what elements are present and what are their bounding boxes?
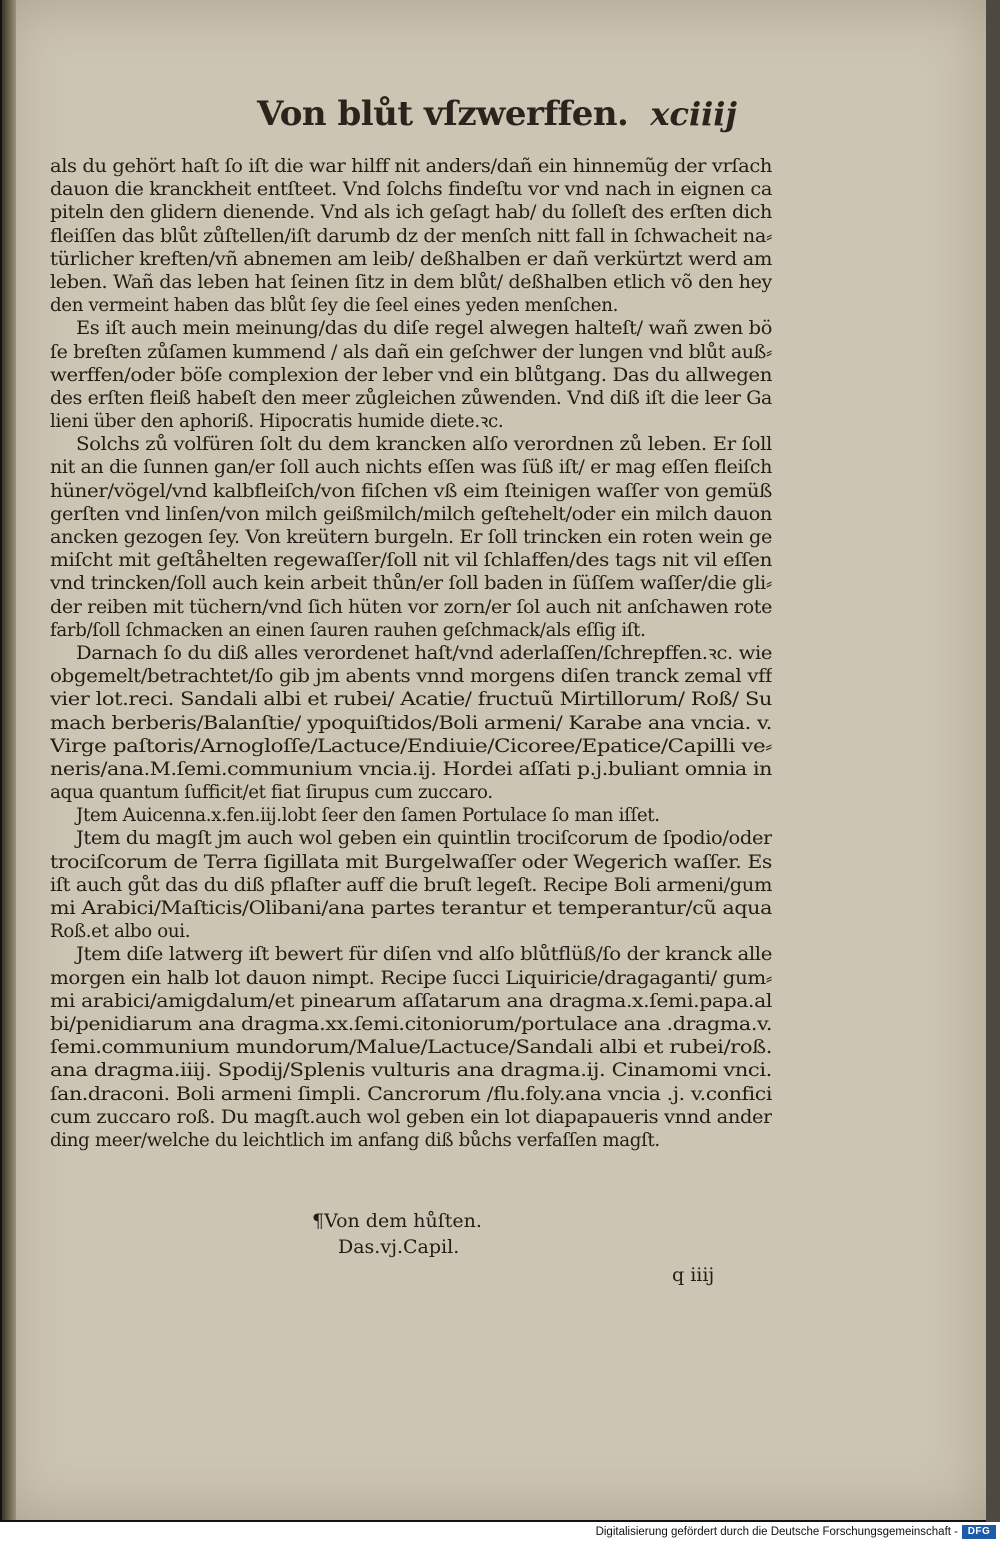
text-line: nit an die ſunnen gan/er ſoll auch nichts eſſen was ſüß iſt/ er mag eſſen fleiſch <box>50 457 772 479</box>
chapter-heading <box>312 1208 482 1260</box>
dfg-logo: DFG <box>962 1525 996 1539</box>
text-line: farb/ſoll ſchmacken an einen ſauren rauhen geſchmack/als eſſig iſt. <box>50 619 646 641</box>
text-line: vnd trincken/ſoll auch kein arbeit thůn/er ſoll baden in ſüſſem waſſer/die gli⸗ <box>50 573 772 595</box>
text-line: Darnach ſo du diß alles verordenet haſt/vnd aderlaſſen/ſchrepffen.ꝛc. wie <box>76 642 772 664</box>
text-line: cum zuccaro roß. Du magſt.auch wol geben ein lot diapapaueris vnnd ander <box>50 1106 772 1128</box>
text-line: ſan.draconi. Boli armeni ſimpli. Cancrorum /flu.foly.ana vncia .j. v.confici <box>50 1083 772 1105</box>
text-line: mach berberis/Balanſtie/ ypoquiſtidos/Boli armeni/ Karabe ana vncia. v. <box>50 712 772 734</box>
text-line: ſe breſten zůſamen kummend / als dañ ein geſchwer der lungen vnd blůt auß⸗ <box>50 341 772 363</box>
text-line: werffen/oder böſe complexion der leber vnd ein blůtgang. Das du allwegen <box>50 364 772 386</box>
text-line: mi Arabici/Maſticis/Olibani/ana partes terantur et temperantur/cũ aqua <box>50 898 772 919</box>
text-line: als du gehört haſt ſo iſt die war hilff nit anders/dañ ein hinnemũg der vrſach <box>50 156 772 177</box>
funding-bar <box>0 1522 1000 1542</box>
text-line: dauon die kranckheit entſteet. Vnd ſolchs findeſtu vor vnd nach in eignen ca <box>50 179 772 201</box>
text-line: aqua quantum ſufficit/et fiat ſirupus cum zuccaro. <box>50 782 493 804</box>
text-line: Es iſt auch mein meinung/das du diſe regel alwegen halteſt/ wañ zwen bö <box>76 318 772 340</box>
text-line: türlicher kreften/vñ abnemen am leib/ deßhalben er dañ verkürtzt werd am <box>50 248 772 270</box>
text-line: ancken gezogen ſey. Von kreütern burgeln. Er ſoll trincken ein roten wein ge <box>50 527 772 548</box>
spine-shadow <box>2 0 16 1520</box>
text-line: trociſcorum de Terra ſigillata mit Burgelwaſſer oder Wegerich waſſer. Es <box>50 851 772 873</box>
text-line: Virge paſtoris/Arnogloſſe/Lactuce/Endiuie/Cicoree/Epatice/Capilli ve⸗ <box>50 735 772 757</box>
signature-mark: q iiij <box>672 1264 715 1286</box>
text-line: obgemelt/betrachtet/ſo gib jm abents vnnd morgens diſen tranck zemal vff <box>50 666 772 688</box>
text-line: Solchs zů volfüren ſolt du dem krancken alſo verordnen zů leben. Er ſoll <box>76 434 772 456</box>
text-line: miſcht mit geſtåhelten regewaſſer/ſoll nit vil ſchlaffen/des tags nit vil eſſen <box>50 550 772 572</box>
text-line: neris/ana.M.ſemi.communium vncia.ij. Hordei aſſati p.j.buliant omnia in <box>50 758 772 780</box>
text-line: iſt auch gůt das du diß pflaſter auff die bruſt legeſt. Recipe Boli armeni/gum <box>50 874 772 896</box>
text-line: ana dragma.iiij. Spodij/Splenis vulturis ana dragma.ij. Cinamomi vnci. <box>50 1060 772 1082</box>
page-leaf <box>2 0 988 1520</box>
text-line: des erſten fleiß habeſt den meer zůgleichen zůwenden. Vnd diß iſt die leer Ga <box>50 387 772 409</box>
text-line: Jtem Auicenna.x.fen.iij.lobt ſeer den ſamen Portulace ſo man iſſet. <box>76 805 660 827</box>
text-line: vier lot.reci. Sandali albi et rubei/ Acatie/ fructuũ Mirtillorum/ Roß/ Su <box>50 689 772 711</box>
running-title: Von blůt vſzwerffen. <box>257 94 629 134</box>
text-line: bi/penidiarum ana dragma.xx.ſemi.citoniorum/portulace ana .dragma.v. <box>50 1013 772 1035</box>
folio-number: xciiij <box>650 95 737 133</box>
text-line: der reiben mit tüchern/vnd ſich hüten vor zorn/er ſol auch nit anſchawen rote <box>50 596 772 618</box>
next-page-edge <box>986 0 1000 1522</box>
text-line: fleiſſen das blůt zůſtellen/iſt darumb dz der menſch nitt fall in ſchwacheit na⸗ <box>50 225 772 247</box>
text-line: den vermeint haben das blůt ſey die ſeel eines yeden menſchen. <box>50 295 619 317</box>
chapter-title: ¶Von dem hůſten. <box>312 1210 482 1232</box>
text-line: Jtem du magſt jm auch wol geben ein quintlin trociſcorum de ſpodio/oder <box>76 828 772 850</box>
text-line: morgen ein halb lot dauon nimpt. Recipe ſucci Liquiricie/dragaganti/ gum⸗ <box>50 967 772 989</box>
running-head <box>257 92 737 140</box>
text-line: ding meer/welche du leichtlich im anfang diß bůchs verfaſſen magſt. <box>50 1129 660 1151</box>
text-line: Roß.et albo oui. <box>50 921 191 943</box>
text-line: gerſten vnd linſen/von milch geißmilch/milch geſtehelt/oder ein milch dauon <box>50 503 772 525</box>
text-line: ſemi.communium mundorum/Malue/Lactuce/Sandali albi et rubei/roß. <box>50 1037 772 1059</box>
text-block <box>50 155 772 1152</box>
funding-text: Digitalisierung gefördert durch die Deutsche Forschungsgemeinschaft - <box>595 1526 958 1538</box>
chapter-number: Das.vj.Capil. <box>338 1236 460 1258</box>
text-line: lieni über den aphoriß. Hipocratis humide diete.ꝛc. <box>50 411 504 433</box>
text-line: leben. Wañ das leben hat ſeinen ſitz in dem blůt/ deßhalben etlich võ den hey <box>50 271 772 293</box>
text-line: Jtem diſe latwerg iſt bewert für diſen vnd alſo blůtflüß/ſo der kranck alle <box>76 944 772 966</box>
text-line: piteln den glidern dienende. Vnd als ich geſagt hab/ du ſolleſt des erſten dich <box>50 202 772 224</box>
text-line: hüner/vögel/vnd kalbfleiſch/von fiſchen vß eim ſteinigen waſſer von gemüß <box>50 480 772 502</box>
text-line: mi arabici/amigdalum/et pinearum aſſatarum ana dragma.x.ſemi.papa.al <box>50 990 772 1012</box>
